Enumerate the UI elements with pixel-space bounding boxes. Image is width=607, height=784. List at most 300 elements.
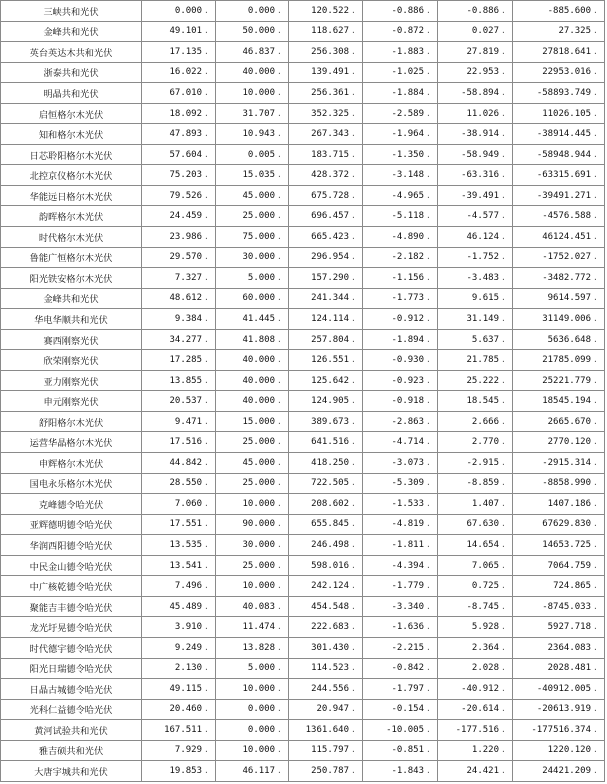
cell-value: -0.886 [466,5,499,16]
cell-value: 17.516 [169,437,202,448]
value-cell-col3 [289,761,363,782]
cell-value: 1.407 [471,498,499,509]
cell-value: 90.000 [242,519,275,530]
cell-tick-mark: . [426,375,431,385]
cell-tick-mark: . [593,129,598,139]
cell-value: 15.035 [242,170,275,181]
cell-tick-mark: . [501,457,506,467]
cell-tick-mark: . [351,437,356,447]
cell-tick-mark: . [426,334,431,344]
value-cell-col6 [513,535,605,556]
value-cell-col3 [289,206,363,227]
table-row [1,637,605,658]
cell-value: -1.752 [466,252,499,263]
value-cell-col3 [289,185,363,206]
cell-tick-mark: . [204,642,209,652]
cell-tick-mark: . [426,272,431,282]
cell-value: 27.819 [466,46,499,57]
value-cell-col5 [438,268,513,289]
value-cell-col1 [142,227,216,248]
cell-tick-mark: . [501,416,506,426]
value-cell-col2 [216,124,289,145]
cell-tick-mark: . [426,663,431,673]
cell-value: -58.894 [461,87,499,98]
cell-tick-mark: . [204,313,209,323]
cell-value: 19.853 [169,766,202,776]
value-cell-col1 [142,679,216,700]
value-cell-col3 [289,329,363,350]
cell-tick-mark: . [277,375,282,385]
value-cell-col5 [438,350,513,371]
cell-value: 11026.105 [542,108,591,119]
cell-value: 17.135 [169,46,202,57]
cell-value: 183.715 [311,149,349,160]
cell-value: 124.114 [311,313,349,324]
cell-value: -2.863 [391,416,424,427]
station-name-cell: 浙泰共和光伏 [1,62,142,83]
value-cell-col5 [438,658,513,679]
cell-tick-mark: . [593,190,598,200]
cell-value: 50.000 [242,26,275,37]
cell-tick-mark: . [501,231,506,241]
value-cell-col4 [363,617,438,638]
cell-tick-mark: . [351,539,356,549]
cell-tick-mark: . [351,252,356,262]
table-row [1,370,605,391]
cell-value: 5.928 [471,622,499,633]
value-cell-col4 [363,309,438,330]
cell-tick-mark: . [204,252,209,262]
station-name-cell: 时代格尔木光伏 [1,227,142,248]
cell-value: 256.308 [311,46,349,57]
value-cell-col4 [363,411,438,432]
value-cell-col6 [513,83,605,104]
value-cell-col3 [289,411,363,432]
cell-tick-mark: . [277,355,282,365]
cell-value: 24.421 [466,766,499,776]
cell-value: 2.770 [471,437,499,448]
station-name-cell: 亚力刚察光伏 [1,370,142,391]
cell-value: 0.000 [247,5,275,16]
cell-value: 2665.670 [547,416,591,427]
cell-tick-mark: . [351,190,356,200]
cell-value: 0.005 [247,149,275,160]
cell-tick-mark: . [501,478,506,488]
cell-tick-mark: . [501,170,506,180]
cell-value: -10.005 [386,724,424,735]
cell-tick-mark: . [593,313,598,323]
cell-value: -2.182 [391,252,424,263]
cell-value: 31.707 [242,108,275,119]
cell-value: 246.498 [311,539,349,550]
cell-tick-mark: . [277,745,282,755]
cell-tick-mark: . [277,663,282,673]
cell-value: 1361.640 [305,724,349,735]
cell-value: 124.905 [311,396,349,407]
value-cell-col1 [142,329,216,350]
cell-value: 40.000 [242,67,275,78]
cell-tick-mark: . [593,437,598,447]
cell-tick-mark: . [277,622,282,632]
cell-tick-mark: . [501,437,506,447]
value-cell-col6 [513,720,605,741]
cell-value: -5.309 [391,478,424,489]
station-name-cell: 启恒格尔木光伏 [1,103,142,124]
value-cell-col1 [142,144,216,165]
station-name-cell: 英台英达木共和光伏 [1,42,142,63]
cell-value: -58893.749 [536,87,591,98]
cell-value: 45.000 [242,457,275,468]
cell-tick-mark: . [593,704,598,714]
value-cell-col5 [438,432,513,453]
cell-value: 67.630 [466,519,499,530]
cell-tick-mark: . [426,313,431,323]
cell-value: 75.000 [242,231,275,242]
cell-value: -1.843 [391,766,424,776]
cell-value: -1.964 [391,129,424,140]
value-cell-col6 [513,473,605,494]
cell-tick-mark: . [426,396,431,406]
value-cell-col2 [216,268,289,289]
cell-value: 598.016 [311,560,349,571]
table-body [1,1,605,782]
cell-value: 13.535 [169,539,202,550]
cell-value: 18545.194 [542,396,591,407]
cell-tick-mark: . [277,704,282,714]
cell-value: 11.026 [466,108,499,119]
station-name-cell: 日芯聆阳格尔木光伏 [1,144,142,165]
cell-tick-mark: . [501,396,506,406]
cell-tick-mark: . [593,87,598,97]
cell-tick-mark: . [277,231,282,241]
cell-value: 27.325 [558,26,591,37]
value-cell-col4 [363,165,438,186]
table-row [1,432,605,453]
value-cell-col3 [289,679,363,700]
table-row [1,679,605,700]
value-cell-col3 [289,699,363,720]
cell-value: 10.000 [242,87,275,98]
table-row [1,411,605,432]
value-cell-col3 [289,555,363,576]
cell-value: -2.915 [466,457,499,468]
value-cell-col6 [513,637,605,658]
value-cell-col6 [513,350,605,371]
table-row [1,185,605,206]
cell-tick-mark: . [351,642,356,652]
cell-value: -39491.271 [536,190,591,201]
cell-tick-mark: . [426,519,431,529]
value-cell-col3 [289,637,363,658]
value-cell-col3 [289,83,363,104]
cell-value: 257.804 [311,334,349,345]
station-name-cell: 欣荣刚察光伏 [1,350,142,371]
value-cell-col3 [289,62,363,83]
cell-tick-mark: . [351,622,356,632]
cell-tick-mark: . [351,108,356,118]
cell-value: 10.000 [242,498,275,509]
value-cell-col1 [142,761,216,782]
cell-value: -8.745 [466,601,499,612]
cell-tick-mark: . [204,231,209,241]
value-cell-col6 [513,309,605,330]
cell-tick-mark: . [426,539,431,549]
cell-tick-mark: . [593,170,598,180]
value-cell-col2 [216,658,289,679]
table-row [1,473,605,494]
cell-value: 75.203 [169,170,202,181]
cell-tick-mark: . [277,519,282,529]
cell-value: -1.797 [391,683,424,694]
cell-value: 24421.209 [542,766,591,776]
cell-value: 675.728 [311,190,349,201]
cell-tick-mark: . [593,663,598,673]
cell-tick-mark: . [351,457,356,467]
station-name-cell: 申辉格尔木光伏 [1,453,142,474]
table-row [1,103,605,124]
cell-value: 222.683 [311,622,349,633]
cell-value: 27818.641 [542,46,591,57]
table-row [1,535,605,556]
table-row [1,329,605,350]
cell-tick-mark: . [501,622,506,632]
station-name-cell: 舒阳格尔木光伏 [1,411,142,432]
cell-value: -1.156 [391,272,424,283]
cell-value: 1220.120 [547,745,591,756]
cell-value: -1.350 [391,149,424,160]
value-cell-col2 [216,227,289,248]
cell-value: 30.000 [242,252,275,263]
cell-value: 29.570 [169,252,202,263]
cell-value: 49.115 [169,683,202,694]
table-row [1,596,605,617]
cell-tick-mark: . [501,293,506,303]
cell-value: 2364.083 [547,642,591,653]
station-name-cell: 日晶古城德令哈光伏 [1,679,142,700]
value-cell-col5 [438,740,513,761]
cell-tick-mark: . [204,581,209,591]
value-cell-col6 [513,288,605,309]
value-cell-col6 [513,370,605,391]
value-cell-col4 [363,1,438,22]
cell-tick-mark: . [501,272,506,282]
cell-tick-mark: . [426,252,431,262]
cell-value: 2.130 [174,663,202,674]
cell-value: -1.884 [391,87,424,98]
cell-value: -40.912 [461,683,499,694]
cell-value: -8745.033 [542,601,591,612]
cell-tick-mark: . [204,190,209,200]
cell-tick-mark: . [351,293,356,303]
cell-value: 40.083 [242,601,275,612]
value-cell-col5 [438,617,513,638]
value-cell-col5 [438,535,513,556]
cell-value: -8.859 [466,478,499,489]
cell-value: 2770.120 [547,437,591,448]
cell-value: 7.929 [174,745,202,756]
table-row [1,62,605,83]
cell-tick-mark: . [426,560,431,570]
cell-value: -1.883 [391,46,424,57]
value-cell-col1 [142,658,216,679]
cell-value: -1.894 [391,334,424,345]
cell-value: -3.483 [466,272,499,283]
cell-value: 418.250 [311,457,349,468]
station-name-cell: 中广核乾德令哈光伏 [1,576,142,597]
cell-value: 1407.186 [547,498,591,509]
value-cell-col1 [142,350,216,371]
cell-tick-mark: . [204,683,209,693]
value-cell-col4 [363,227,438,248]
value-cell-col4 [363,432,438,453]
cell-value: -63.316 [461,170,499,181]
cell-tick-mark: . [501,745,506,755]
value-cell-col1 [142,453,216,474]
value-cell-col1 [142,699,216,720]
cell-tick-mark: . [277,26,282,36]
value-cell-col3 [289,535,363,556]
cell-value: 20.537 [169,396,202,407]
value-cell-col5 [438,555,513,576]
station-name-cell: 阳光铁安格尔木光伏 [1,268,142,289]
value-cell-col3 [289,124,363,145]
cell-tick-mark: . [277,334,282,344]
cell-tick-mark: . [204,519,209,529]
station-name-cell: 知和格尔木光伏 [1,124,142,145]
table-row [1,144,605,165]
value-cell-col6 [513,247,605,268]
value-cell-col2 [216,42,289,63]
cell-value: 0.000 [247,704,275,715]
cell-tick-mark: . [501,129,506,139]
value-cell-col5 [438,514,513,535]
cell-tick-mark: . [426,724,431,734]
cell-value: -0.930 [391,355,424,366]
cell-tick-mark: . [351,231,356,241]
cell-tick-mark: . [501,498,506,508]
cell-tick-mark: . [593,46,598,56]
cell-tick-mark: . [351,663,356,673]
value-cell-col2 [216,206,289,227]
value-cell-col5 [438,42,513,63]
value-cell-col4 [363,679,438,700]
value-cell-col2 [216,165,289,186]
cell-tick-mark: . [593,519,598,529]
cell-tick-mark: . [593,396,598,406]
value-cell-col1 [142,432,216,453]
cell-tick-mark: . [593,457,598,467]
value-cell-col2 [216,350,289,371]
cell-tick-mark: . [277,683,282,693]
cell-value: 665.423 [311,231,349,242]
cell-tick-mark: . [277,170,282,180]
table-row [1,761,605,782]
cell-value: 40.000 [242,396,275,407]
cell-value: 13.855 [169,375,202,386]
cell-tick-mark: . [204,498,209,508]
value-cell-col5 [438,185,513,206]
cell-value: 46124.451 [542,231,591,242]
table-row [1,453,605,474]
cell-tick-mark: . [204,26,209,36]
value-cell-col1 [142,576,216,597]
value-cell-col6 [513,103,605,124]
value-cell-col2 [216,535,289,556]
value-cell-col1 [142,720,216,741]
cell-value: 79.526 [169,190,202,201]
value-cell-col1 [142,21,216,42]
cell-value: -1.533 [391,498,424,509]
cell-tick-mark: . [351,334,356,344]
cell-tick-mark: . [277,252,282,262]
cell-tick-mark: . [426,457,431,467]
value-cell-col5 [438,329,513,350]
cell-tick-mark: . [501,190,506,200]
station-name-cell: 大唐宇城共和光伏 [1,761,142,782]
cell-value: -3.340 [391,601,424,612]
cell-value: -58948.944 [536,149,591,160]
table-row [1,288,605,309]
cell-value: 7.060 [174,498,202,509]
cell-value: -0.851 [391,745,424,756]
cell-value: -0.923 [391,375,424,386]
cell-value: -8858.990 [542,478,591,489]
value-cell-col2 [216,83,289,104]
table-row [1,227,605,248]
cell-value: -177.516 [455,724,499,735]
value-cell-col1 [142,62,216,83]
cell-value: 5.637 [471,334,499,345]
station-name-cell: 亚辉德明德令哈光伏 [1,514,142,535]
cell-value: 724.865 [553,581,591,592]
table-row [1,247,605,268]
value-cell-col3 [289,1,363,22]
cell-value: -0.842 [391,663,424,674]
cell-tick-mark: . [426,642,431,652]
cell-tick-mark: . [426,170,431,180]
cell-tick-mark: . [593,724,598,734]
table-row [1,309,605,330]
cell-tick-mark: . [593,601,598,611]
cell-tick-mark: . [593,231,598,241]
value-cell-col1 [142,535,216,556]
cell-tick-mark: . [204,704,209,714]
value-cell-col3 [289,268,363,289]
cell-tick-mark: . [204,724,209,734]
cell-value: 11.474 [242,622,275,633]
value-cell-col2 [216,637,289,658]
cell-tick-mark: . [426,601,431,611]
value-cell-col3 [289,350,363,371]
cell-value: 45.000 [242,190,275,201]
cell-value: 7.327 [174,272,202,283]
value-cell-col1 [142,370,216,391]
table-row [1,514,605,535]
cell-tick-mark: . [501,355,506,365]
value-cell-col6 [513,227,605,248]
cell-value: -1.773 [391,293,424,304]
value-cell-col2 [216,247,289,268]
cell-tick-mark: . [593,108,598,118]
cell-tick-mark: . [204,437,209,447]
cell-value: 25.000 [242,478,275,489]
cell-tick-mark: . [501,683,506,693]
cell-tick-mark: . [351,745,356,755]
cell-tick-mark: . [501,519,506,529]
cell-value: 22.953 [466,67,499,78]
cell-value: 28.550 [169,478,202,489]
value-cell-col3 [289,247,363,268]
